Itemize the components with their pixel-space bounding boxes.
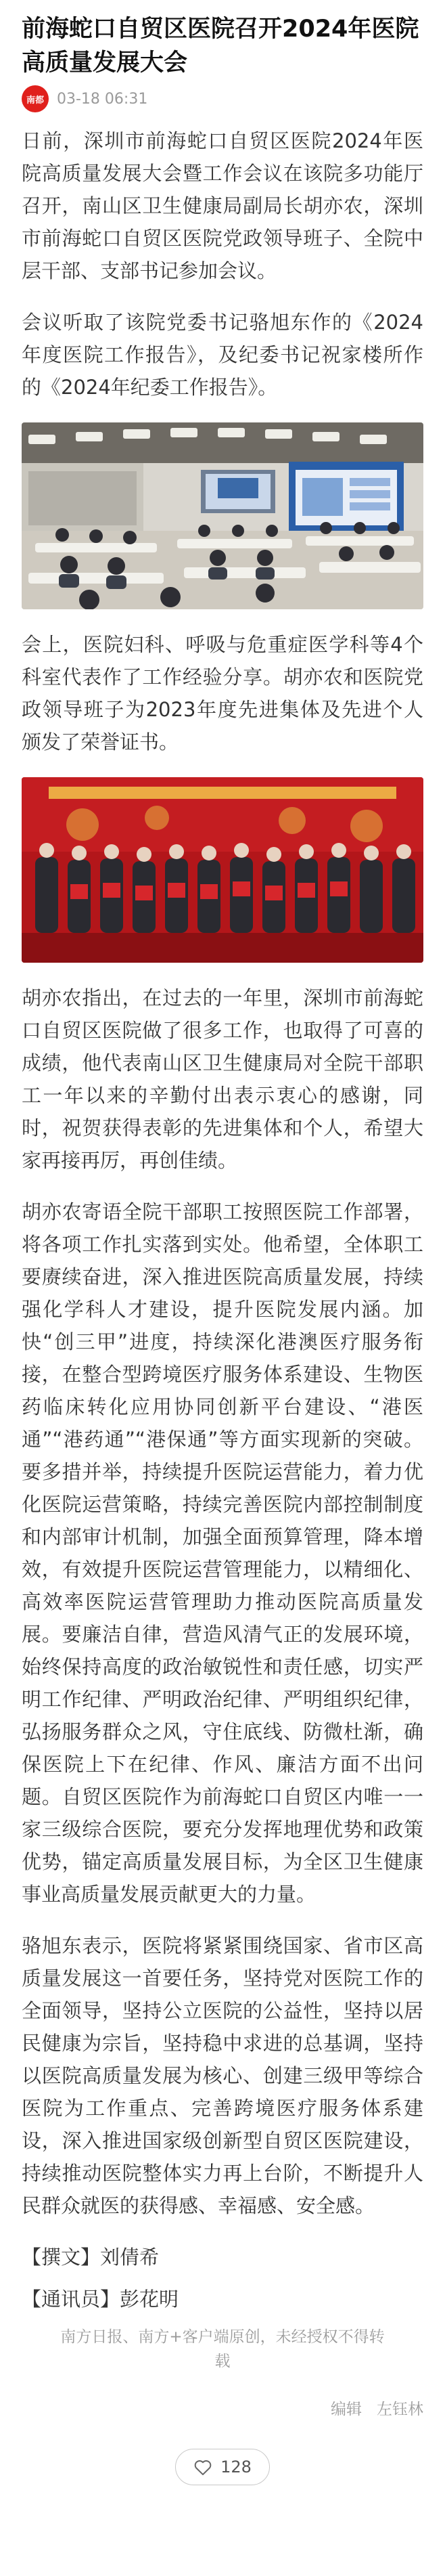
editor-info [0,2374,445,2419]
paragraph: 胡亦农寄语全院干部职工按照医院工作部署，将各项工作扎实落到实处。他希望，全体职工要赓续奋进，深入推进医院高质量发展，持续强化学科人才建设，提升医院发展内涵。加快“创三甲”进度，持续深化港澳医疗服务衔接，在整合型跨境医疗服务体系建设、生物医药临床转化应用协同创新平台建设、“港医通”“港药通”“港保通”等方面实现新的突破。要多措并举，持续提升医院运营能力，着力优化医院运营策略，持续完善医院内部控制制度和内部审计机制，加强全面预算管理，降本增效，有效提升医院运营管理能力，以精细化、高效率医院运营管理助力推动医院高质量发展。要廉洁自律，营造风清气正的发展环境，始终保持高度的政治敏锐性和责任感，切实严明工作纪律、严明政治纪律、严明组织纪律，弘扬服务群众之风，守住底线、防微杜渐，确保医院上下在纪律、作风、廉洁方面不出问题。自贸区医院作为前海蛇口自贸区内唯一一家三级综合医院，要充分发挥地理优势和政策优势，锚定高质量发展目标，为全区卫生健康事业高质量发展贡献更大的力量。 [22,1200,423,1906]
article-title: 前海蛇口自贸区医院召开2024年医院高质量发展大会 [22,16,419,77]
publish-date: 03-18 06:31 [57,90,148,108]
like-count: 128 [220,2458,252,2476]
article-meta [0,80,445,110]
correspondent-credit: 【通讯员】彭花明 [22,2288,179,2311]
conference-hall-photo[interactable] [22,422,423,609]
editor-name: 左钰林 [377,2401,423,2418]
article-body [0,110,445,2315]
award-ceremony-photo[interactable] [22,777,423,963]
heart-outline-icon [193,2458,212,2476]
paragraph: 会议听取了该院党委书记骆旭东作的《2024年度医院工作报告》，及纪委书记祝家楼所作的《2024年纪委工作报告》。 [22,311,423,399]
copyright-notice: 南方日报、南方+客户端原创，未经授权不得转载 [60,2328,385,2370]
editor-label: 编辑 [331,2401,362,2418]
paragraph: 日前，深圳市前海蛇口自贸区医院2024年医院高质量发展大会暨工作会议在该院多功能厅召开，南山区卫生健康局副局长胡亦农，深圳市前海蛇口自贸区医院党政领导班子、全院中层干部、支部书记参加会议。 [22,129,423,282]
publisher-logo[interactable]: 南都 [22,85,49,112]
paragraph: 会上，医院妇科、呼吸与危重症医学科等4个科室代表作了工作经验分享。胡亦农和医院党政领导班子为2023年度先进集体及先进个人颁发了荣誉证书。 [22,633,423,754]
paragraph: 胡亦农指出，在过去的一年里，深圳市前海蛇口自贸区医院做了很多工作，也取得了可喜的成绩，他代表南山区卫生健康局对全院干部职工一年以来的辛勤付出表示衷心的感谢，同时，祝贺获得表彰的先进集体和个人，希望大家再接再厉，再创佳绩。 [22,986,423,1172]
like-button[interactable] [175,2449,270,2485]
like-area [0,2449,445,2485]
writer-credit: 【撰文】刘倩希 [22,2246,160,2269]
paragraph: 骆旭东表示，医院将紧紧围绕国家、省市区高质量发展这一首要任务，坚持党对医院工作的全面领导，坚持公立医院的公益性，坚持以居民健康为宗旨，坚持稳中求进的总基调，坚持以医院高质量发展为核心、创建三级甲等综合医院为工作重点、完善跨境医疗服务体系建设，深入推进国家级创新型自贸区医院建设，持续推动医院整体实力再上台阶，不断提升人民群众就医的获得感、幸福感、安全感。 [22,1934,423,2217]
